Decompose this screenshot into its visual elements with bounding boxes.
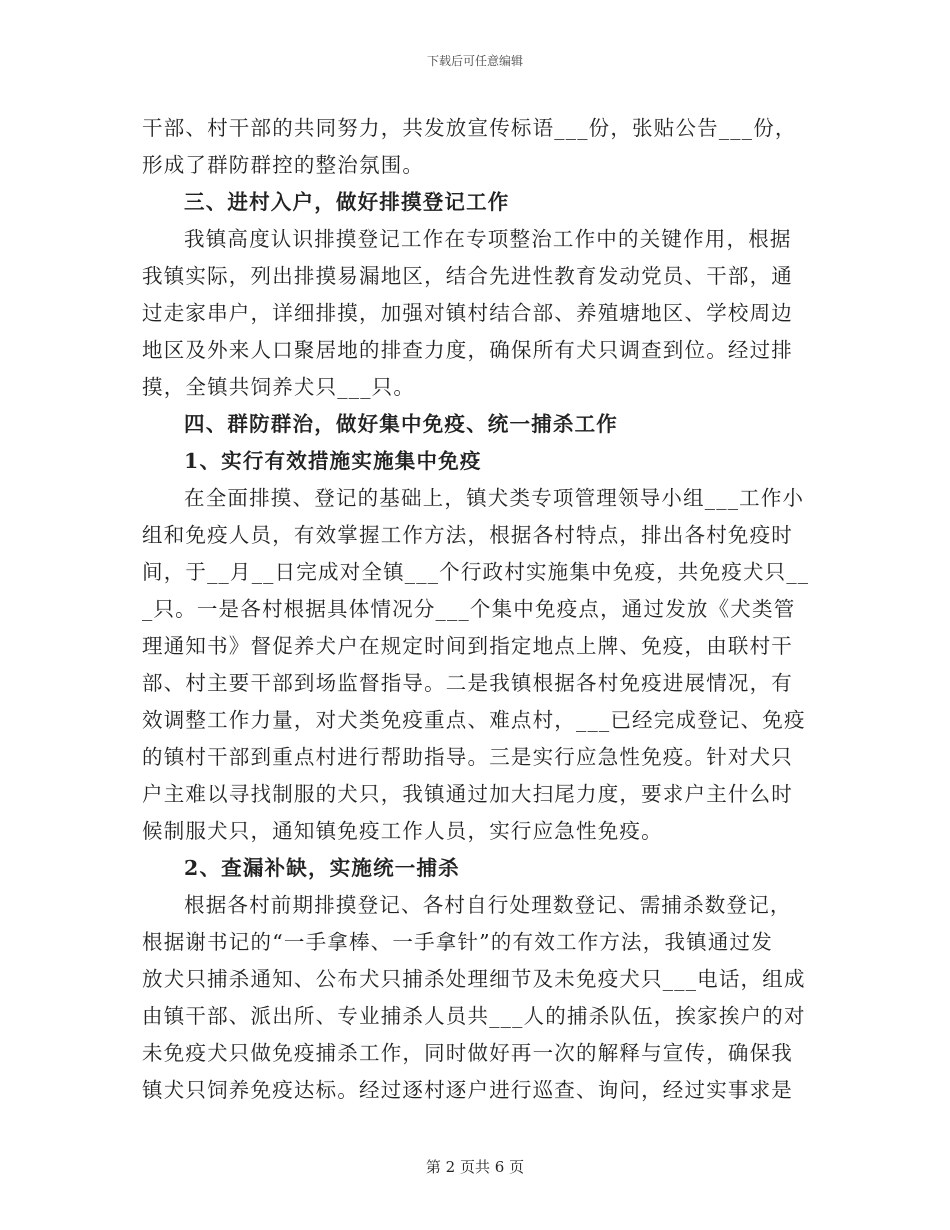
paragraph-line: 由镇干部、派出所、专业捕杀人员共___人的捕杀队伍，挨家挨户的对	[142, 1004, 806, 1028]
section-heading: 三、进村入户，做好排摸登记工作	[184, 190, 510, 214]
paragraph-line: 理通知书》督促养犬户在规定时间到指定地点上牌、免疫，由联村干	[142, 634, 793, 658]
section-heading: 四、群防群治，做好集中免疫、统一捕杀工作	[184, 412, 618, 436]
paragraph-line: 效调整工作力量，对犬类免疫重点、难点村，___已经完成登记、免疫	[142, 708, 806, 732]
paragraph-line: _只。一是各村根据具体情况分___个集中免疫点，通过发放《犬类管	[142, 597, 796, 621]
paragraph-line: 在全面排摸、登记的基础上，镇犬类专项管理领导小组___工作小	[184, 486, 805, 510]
paragraph-line: 干部、村干部的共同努力，共发放宣传标语___份，张贴公告___份，	[142, 116, 797, 140]
paragraph-line: 镇犬只饲养免疫达标。经过逐村逐户进行巡查、询问，经过实事求是	[142, 1078, 793, 1102]
page-header: 下载后可任意编辑	[426, 54, 523, 68]
section-heading: 2、查漏补缺，实施统一捕杀	[184, 856, 460, 880]
paragraph-line: 部、村主要干部到场监督指导。二是我镇根据各村免疫进展情况，有	[142, 671, 793, 695]
paragraph-line: 放犬只捕杀通知、公布犬只捕杀处理细节及未免疫犬只___电话，组成	[142, 967, 806, 991]
paragraph-line: 户主难以寻找制服的犬只，我镇通过加大扫尾力度，要求户主什么时	[142, 782, 793, 806]
paragraph-line: 根据谢书记的“一手拿棒、一手拿针”的有效工作方法，我镇通过发	[142, 930, 773, 954]
paragraph-line: 我镇实际，列出排摸易漏地区，结合先进性教育发动党员、干部，通	[142, 264, 793, 288]
paragraph-line: 过走家串户，详细排摸，加强对镇村结合部、养殖塘地区、学校周边	[142, 301, 793, 325]
paragraph-line: 摸，全镇共饲养犬只___只。	[142, 375, 416, 399]
paragraph-line: 候制服犬只，通知镇免疫工作人员，实行应急性免疫。	[142, 819, 663, 843]
paragraph-line: 根据各村前期排摸登记、各村自行处理数登记、需捕杀数登记，	[184, 893, 792, 917]
section-heading: 1、实行有效措施实施集中免疫	[184, 449, 482, 473]
paragraph-line: 我镇高度认识排摸登记工作在专项整治工作中的关键作用，根据	[184, 227, 792, 251]
paragraph-line: 组和免疫人员，有效掌握工作方法，根据各村特点，排出各村免疫时	[142, 523, 793, 547]
document-body	[142, 110, 810, 1109]
paragraph-line: 形成了群防群控的整治氛围。	[142, 153, 425, 177]
paragraph-line: 的镇村干部到重点村进行帮助指导。三是实行应急性免疫。针对犬只	[142, 745, 793, 769]
paragraph-line: 未免疫犬只做免疫捕杀工作，同时做好再一次的解释与宣传，确保我	[142, 1041, 793, 1065]
paragraph-line: 地区及外来人口聚居地的排查力度，确保所有犬只调查到位。经过排	[142, 338, 793, 362]
paragraph-line: 间，于__月__日完成对全镇___个行政村实施集中免疫，共免疫犬只__	[142, 560, 810, 584]
page-footer: 第 2 页共 6 页	[425, 1158, 525, 1176]
